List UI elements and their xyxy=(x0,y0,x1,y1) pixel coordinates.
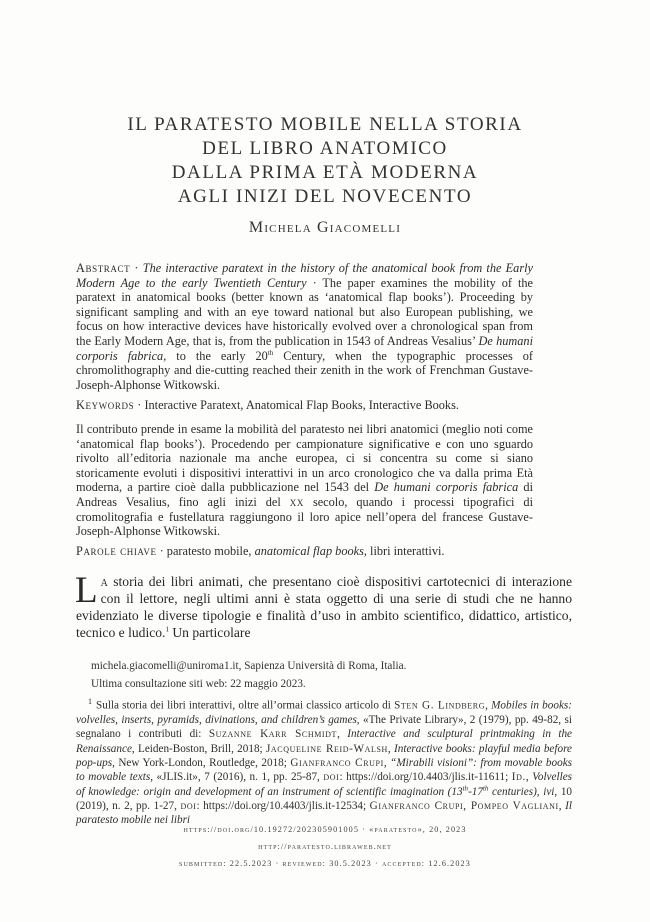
footnote-number: 1 xyxy=(88,697,92,706)
sommario-text: secolo, quando i processi tipografici di cromolitografia e fustellatura raggiungono il loro apice nell’opera del francese Gustave-Joseph-Alphonse Witkowski. xyxy=(76,494,533,539)
body-text: Un particolare xyxy=(168,625,251,641)
title-line: AGLI INIZI DEL NOVECENTO xyxy=(177,186,473,207)
superscript: th xyxy=(267,348,274,357)
parole-label: Parole chiave xyxy=(76,544,157,558)
cited-author: Jacqueline Reid-Walsh xyxy=(265,742,388,755)
work-title: De humani corporis fabrica xyxy=(76,333,533,363)
author-name: Michela Giacomelli xyxy=(248,219,402,236)
cited-title: Interactive and sculptural printmaking in the Renaissance xyxy=(76,728,573,755)
footnote-text: , Leiden-Boston, Brill, 2018; xyxy=(131,742,266,755)
doi-link[interactable]: : https://doi.org/10.4403/jlis.it-11611; xyxy=(339,771,512,784)
footnote-text: , New York-London, Routledge, 2018; xyxy=(112,756,291,769)
century-numeral: xx xyxy=(289,494,304,509)
work-title: De humani corporis fabrica xyxy=(374,480,519,495)
separator: · xyxy=(130,261,143,275)
footnote-text: , xyxy=(558,799,566,812)
cited-title: Volvelles of knowledge: origin and development of an instrument of scientific imagination (13 xyxy=(76,771,573,798)
cited-author: Id. xyxy=(511,771,526,784)
footnote-text: , «JLIS.it», 7 (2016), n. 1, pp. 25-87, xyxy=(150,771,324,784)
abstract-text: Century, when the typographic processes of chromolithography and die-cutting reached their zenith in the work of Frenchman Gustave-Joseph-Alphonse Witkowski. xyxy=(76,348,533,392)
parole-chiave xyxy=(76,544,533,559)
sommario-text: Il contributo prende in esame la mobilità del paratesto nei libri anatomici (meglio noti come ‘anatomical flap books’). Procedendo per campionature significative e con uno sguardo rivolto all’editoria nazionale ma anche europea, ci si concentra su come si siano storicamente evoluti i dispositivi interattivi in un arco cronologico che va dalla prima Età moderna, a partire cioè dalla pubblicazione nel 1543 del xyxy=(76,422,533,495)
abstract-text: The paper examines the mobility of the paratext in anatomical books (better known as ‘anatomical flap books’). Proceeding by significant sampling and with an eye toward national but also European publishing, we focus on how interactive devices have historically evolved over a chronological span from the Early Modern Age, that is, from the publication in 1543 of Andreas Vesalius’ xyxy=(76,275,533,348)
last-consulted-note: Ultima consultazione siti web: 22 maggio 2023. xyxy=(91,678,306,690)
doi-label: doi xyxy=(323,771,340,784)
footnote xyxy=(76,695,572,827)
separator: · xyxy=(134,398,145,412)
keywords-label: Keywords xyxy=(76,398,135,412)
footnote-text: , 10 (2019), n. 2, pp. 1-27, xyxy=(76,785,573,812)
sommario-text: di Andreas Vesalius, fino agli inizi del xyxy=(76,480,533,509)
cited-author: Suzanne Karr Schmidt xyxy=(208,728,338,741)
footnote-text: , xyxy=(337,728,348,741)
footnote-text: , xyxy=(485,699,492,712)
superscript: th xyxy=(482,783,489,792)
footnote-text: , xyxy=(525,771,533,784)
parole-italic: anatomical flap books xyxy=(254,544,364,558)
drop-cap: L xyxy=(75,570,98,611)
separator: · xyxy=(156,544,167,558)
title-line: DALLA PRIMA ETÀ MODERNA xyxy=(171,162,479,183)
cited-author: Gianfranco Crupi xyxy=(290,756,384,769)
first-letters: a xyxy=(100,574,108,589)
cited-title: centuries) xyxy=(488,785,537,798)
doi-link[interactable]: : https://doi.org/10.4403/jlis.it-12534; xyxy=(196,799,370,812)
cited-title: “Mirabili visioni”: from movable books to movable texts xyxy=(76,756,573,784)
separator: · xyxy=(306,275,323,290)
abstract-english-title: The interactive paratext in the history of the anatomical book from the Early Modern Age to the early Twentieth Century xyxy=(76,261,533,290)
footer-dates: submitted: 22.5.2023 · reviewed: 30.5.2023 · accepted: 12.6.2023 xyxy=(179,859,471,868)
cited-title: Mobiles in books: volvelles, inserts, pyramids, divinations, and children’s games xyxy=(76,699,573,727)
footnote-text: , «The Private Library», 2 (1979), pp. 49-82, si segnalano i contributi di: xyxy=(76,714,572,741)
footer-website[interactable]: http://paratesto.libraweb.net xyxy=(258,842,392,851)
footnote-ref[interactable]: 1 xyxy=(165,625,169,634)
article-title xyxy=(60,113,590,209)
body-paragraph xyxy=(75,570,572,641)
body-text: storia dei libri animati, che presentano cioè dispositivi cartotecnici di interazione con il lettore, negli ultimi anni è stata oggetto di una serie di studi che ne hanno evidenziato le diverse tipologie e finalità d’uso in ambito scientifico, didattico, artistico, tecnico e ludico. xyxy=(76,574,572,641)
cited-author: Sten G. Lindberg xyxy=(394,699,486,712)
footer-doi[interactable]: https://doi.org/10.19272/202305901005 · «paratesto», 20, 2023 xyxy=(183,825,467,834)
title-line: DEL LIBRO ANATOMICO xyxy=(202,138,448,159)
footnote-text: , xyxy=(536,785,544,798)
footnote-text: Sulla storia dei libri interattivi, oltre all’ormai classico articolo di xyxy=(96,699,395,712)
parole-text: paratesto mobile, xyxy=(166,544,255,558)
italian-abstract xyxy=(76,422,533,539)
abstract-label: Abstract xyxy=(76,261,131,275)
cited-author: Gianfranco Crupi, Pompeo Vagliani xyxy=(369,799,559,812)
cited-title: Interactive books: playful media before pop-ups xyxy=(76,742,573,769)
parole-text: , libri interattivi. xyxy=(363,544,445,558)
title-line: IL PARATESTO MOBILE NELLA STORIA xyxy=(127,114,523,135)
footnote-text: , xyxy=(383,756,391,769)
keywords xyxy=(76,398,533,413)
doi-label: doi xyxy=(180,799,197,812)
cited-title: -17 xyxy=(468,785,483,798)
ivi: ivi xyxy=(543,785,555,798)
footnote-text: , xyxy=(387,742,395,755)
author-affiliation: michela.giacomelli@uniroma1.it, Sapienza Università di Roma, Italia. xyxy=(91,660,407,672)
abstract xyxy=(76,261,533,392)
abstract-text: , to the early 20 xyxy=(163,348,268,363)
superscript: th xyxy=(462,783,469,792)
cited-title: Il paratesto mobile nei libri xyxy=(76,799,572,827)
keywords-text: Interactive Paratext, Anatomical Flap Books, Interactive Books. xyxy=(144,398,459,412)
